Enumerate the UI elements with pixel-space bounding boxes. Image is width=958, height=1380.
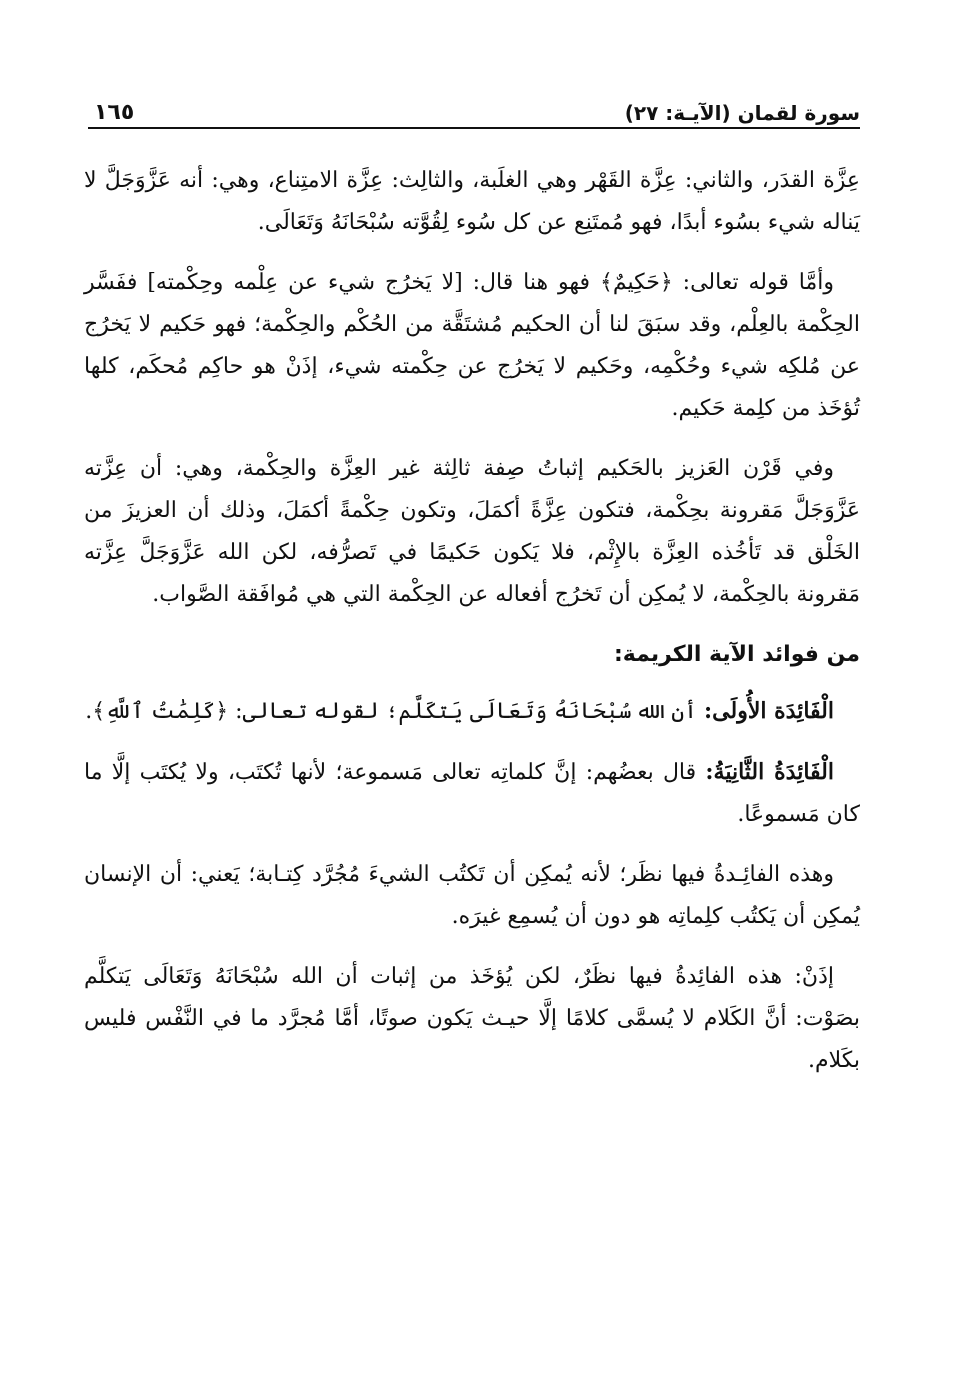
closing-paragraph-1: وهذه الفائِـدةُ فيها نظَر؛ لأنه يُمكِن أن تَكتُب الشيءَ مُجُرَّد كِتـابة؛ يَعني: أن الإنسان يُمكِن أن يَكتُب كلِماتِه هو دون أن يُسمِع غيرَه. xyxy=(84,862,860,929)
paragraph-2: وأمَّا قوله تعالى: ﴿حَكِيمٌ﴾ فهو هنا قال: [لا يَخرُج شيء عن عِلْمه وحِكْمته] ففَسَّر الحِكْمة بالعِلْم، وقد سبَقَ لنا أن الحكيم مُشتَقَّة من الحُكْم والحِكْمة؛ فهو حَكيم لا يَخرُج عن مُلكِه شيء وحُكْمِه، وحَكيم لا يَخرُج عن حِكْمته شيء، إذَنْ هو حاكِم مُحكَم، كلها تُؤخَذ من كلِمة حَكيم. xyxy=(84,270,860,421)
benefit-2-text: قال بعضُهم: إنَّ كلماتِه تعالى مَسموعة؛ لأنها تُكتَب، ولا يُكتَب إلَّا ما كان مَسموعًا. xyxy=(84,760,860,827)
benefit-1 xyxy=(84,690,860,733)
page-body xyxy=(84,160,860,1100)
closing-paragraph-2: إذَنْ: هذه الفائِدةُ فيها نظَرٌ، لكن يُؤخَذ من إثبات أن الله سُبْحَانَهُ وَتَعَالَى يَتكلَّم بصَوْت: أنَّ الكَلام لا يُسمَّى كلامًا إلَّا حيـث يَكون صوتًا، أمَّا مُجرَّد ما في النَّفْس فليس بكَلام. xyxy=(84,964,860,1073)
page-number: ١٦٥ xyxy=(94,100,135,125)
page-header xyxy=(88,92,860,126)
benefit-2-lead: الْفَائِدَةُ الثَّانِيَةُ: xyxy=(705,759,834,785)
section-heading: من فوائد الآية الكريمة: xyxy=(613,642,860,667)
header-rule xyxy=(88,127,860,129)
benefit-1-text: أن الله سُبْحَانَهُ وَتَعَالَى يَتكَلَّم؛ لقوله تعالى: ﴿كَلِمَٰتُ ٱللَّهِ﴾. xyxy=(85,699,705,724)
benefit-1-lead: الْفَائِدَة الأُولَى: xyxy=(704,698,834,724)
paragraph-3: وفي قَرْن العَزيز بالحَكيم إثباتُ صِفة ثالِثة غير العِزَّة والحِكْمة، وهي: أن عِزَّته عَزَّوَجَلَّ مَقرونة بحِكْمة، فتكون عِزَّةً أكمَلَ، وتكون حِكْمةً أكمَلَ، وذلك أن العزيزَ من الخَلْق قد تَأخُذه العِزَّة بالإِثْم، فلا يَكون حَكيمًا في تَصرُّفه، لكن الله عَزَّوَجَلَّ عِزَّته مَقرونة بالحِكْمة، لا يُمكِن أن تَخرُج أفعاله عن الحِكْمة التي هي مُوافَقة الصَّواب. xyxy=(84,456,860,607)
running-title: سورة لقمان (الآيـة: ٢٧) xyxy=(624,101,860,125)
benefit-2 xyxy=(84,751,860,836)
paragraph-1: عِزَّة القدَر، والثاني: عِزَّة القَهْر وهي الغلَبة، والثالِث: عِزَّة الامتِناع، وهي: أنه عَزَّوَجَلَّ لا يَناله شيء بسُوء أبدًا، فهو مُمتَنِع عن كل سُوء لِقُوَّته سُبْحَانَهُ وَتَعَالَى. xyxy=(84,168,860,235)
